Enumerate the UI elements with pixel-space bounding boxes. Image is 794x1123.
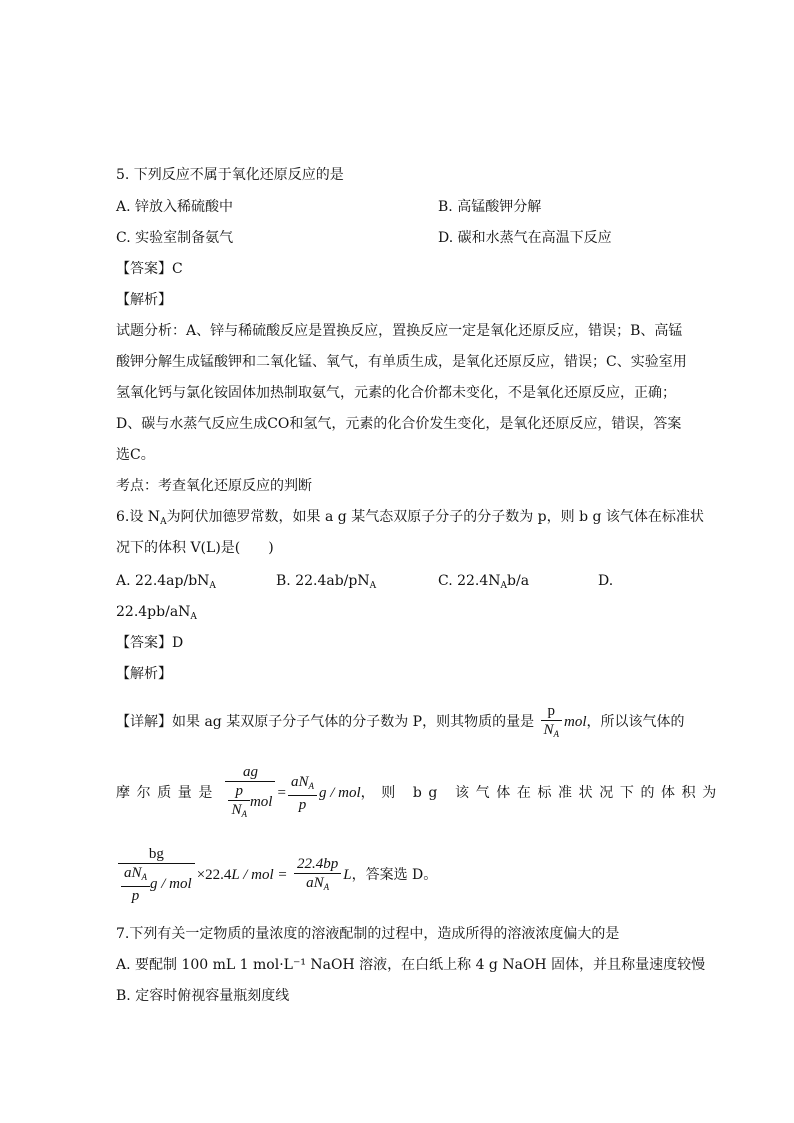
fraction-molar-mass: ag $\frac{p}{N_A}$ mol: [225, 764, 275, 822]
q6-molar-mass-line: 摩尔质量是 ag $\frac{p}{N_A}$ mol = $\frac{aN_A}{p}$ g / mol，则 bg 该气体在标准状况下的体积为: [116, 760, 723, 826]
q5-analysis-line: 酸钾分解生成锰酸钾和二氧化锰、氧气，有单质生成，是氧化还原反应，错误；C、实验室用: [116, 354, 687, 370]
q5-option-a: A. 锌放入稀硫酸中: [116, 199, 234, 215]
fraction-molar-mass-result: $\frac{aN_A}{p}$: [288, 774, 317, 813]
q6-option-d: $22.4pb/aN_A$: [116, 604, 197, 622]
q6-answer: 【答案】D: [116, 635, 184, 651]
q7-option-a: A. 要配制 100 mL 1 mol·L⁻¹ NaOH 溶液，在白纸上称 4 g NaOH 固体，并且称量速度较慢: [116, 957, 706, 973]
q6-analysis-label: 【解析】: [116, 666, 172, 682]
q6-detail-line: 【详解】如果 ag 某双原子分子气体的分子数为 P，则其物质的量是 $\frac{p}{N_A}$ mol，所以该气体的: [116, 702, 685, 742]
q6-option-c: C. $22.4N_Ab/a$: [438, 573, 530, 591]
q5-analysis-label: 【解析】: [116, 292, 172, 308]
q6-stem-line2: 况下的体积 V(L)是( ): [116, 540, 274, 556]
q5-stem: 5. 下列反应不属于氧化还原反应的是: [116, 167, 344, 183]
q7-option-b: B. 定容时俯视容量瓶刻度线: [116, 988, 290, 1004]
fraction-amount: $\frac{p}{N_A}$: [541, 703, 563, 742]
q5-analysis-line: 选C。: [116, 447, 155, 463]
q5-kaodian: 考点：考查氧化还原反应的判断: [116, 478, 312, 494]
q6-volume-line: bg $\frac{aN_A}{p}$ g / mol ×22.4L / mol = $\frac{22.4bp}{aN_A}$ L，答案选 D。: [116, 842, 437, 908]
q5-answer: 【答案】C: [116, 261, 183, 277]
fraction-volume: bg $\frac{aN_A}{p}$ g / mol: [118, 846, 195, 904]
fraction-volume-result: $\frac{22.4bp}{aN_A}$: [294, 856, 341, 895]
q5-analysis-line: D、碳与水蒸气反应生成CO和氢气，元素的化合价发生变化，是氧化还原反应，错误，答案: [116, 416, 682, 432]
q6-stem: 6.设 $N_A$为阿伏加德罗常数，如果 a g 某气态双原子分子的分子数为 p，则 b g 该气体在标准状: [116, 509, 704, 527]
q5-analysis-line: 氢氧化钙与氯化铵固体加热制取氨气，元素的化合价都未变化，不是氧化还原反应，正确；: [116, 385, 676, 401]
q6-option-b: B. $22.4ab/pN_A$: [276, 573, 377, 591]
q6-option-d-label: D.: [598, 573, 614, 589]
q5-analysis-line: 试题分析：A、锌与稀硫酸反应是置换反应，置换反应一定是氧化还原反应，错误；B、高锰: [116, 323, 683, 339]
q5-option-b: B. 高锰酸钾分解: [438, 199, 542, 215]
q5-option-c: C. 实验室制备氨气: [116, 230, 234, 246]
q7-stem: 7.下列有关一定物质的量浓度的溶液配制的过程中，造成所得的溶液浓度偏大的是: [116, 926, 620, 942]
q5-option-d: D. 碳和水蒸气在高温下反应: [438, 230, 612, 246]
q6-option-a: A. $22.4ap/bN_A$: [116, 573, 216, 591]
